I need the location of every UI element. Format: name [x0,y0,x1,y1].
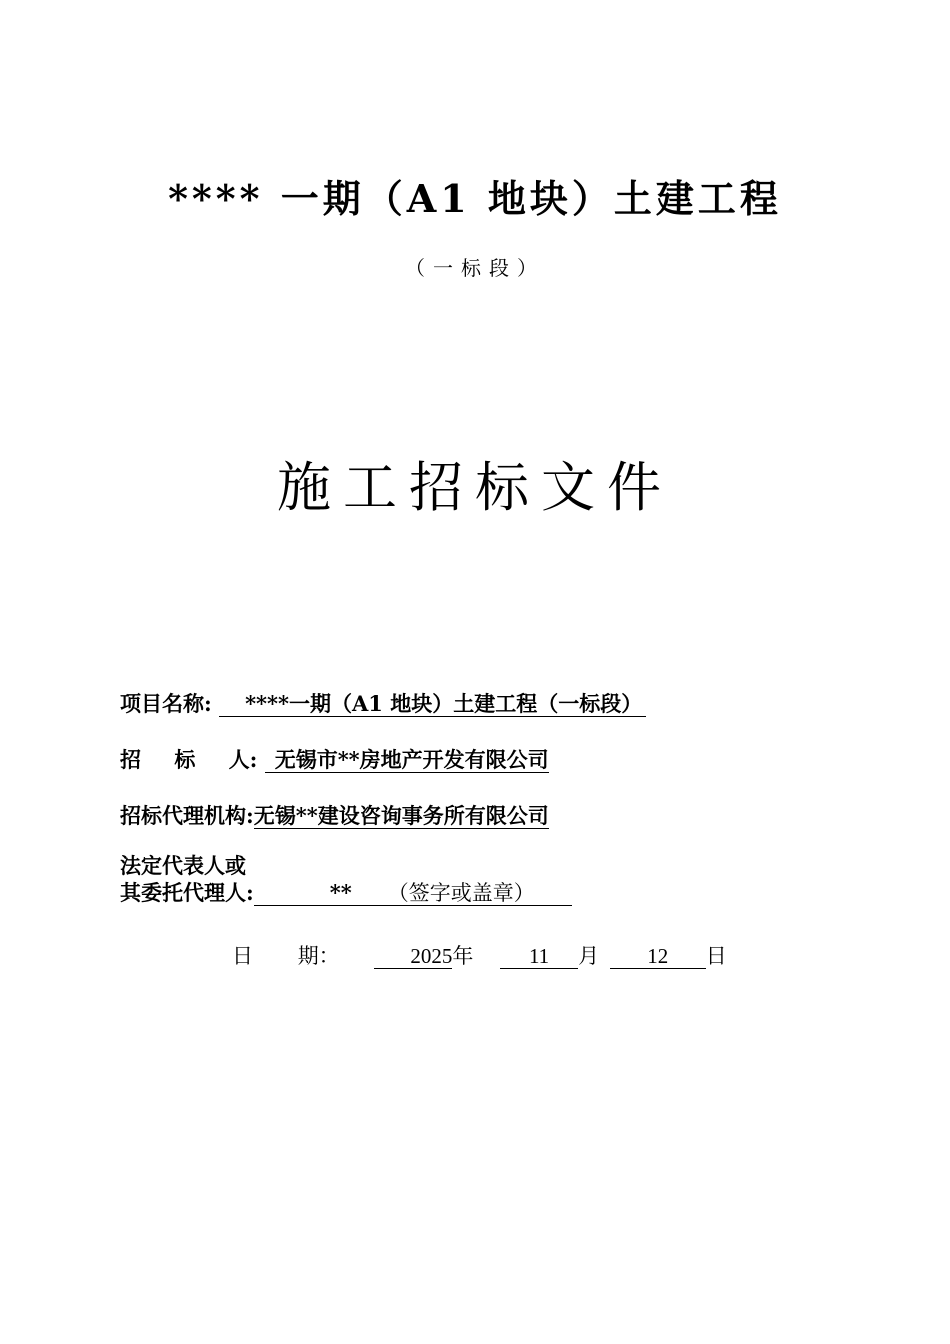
project-name-label: 项目名称: [120,691,212,716]
tenderer-row [120,744,549,774]
document-title: **** 一期（A1 地块）土建工程 [168,176,782,221]
date-month-unit: 月 [578,944,600,968]
document-subtitle: （一标段） [405,256,545,280]
tenderer-value: 无锡市**房地产开发有限公司 [265,748,549,773]
date-label-part: 期： [297,944,340,968]
date-day-unit: 日 [705,944,727,968]
legal-rep-label-line1: 法定代表人或 [120,853,246,878]
date-label-part: 日 [232,944,253,968]
legal-rep-label-line2: 其委托代理人: [120,880,254,905]
date-year: 2025 [374,944,452,969]
agency-row [120,800,549,830]
legal-rep-row [120,877,572,907]
legal-rep-value: ** [329,880,352,905]
project-name-value: ****一期（A1 地块）土建工程（一标段） [219,692,646,717]
agency-value: 无锡**建设咨询事务所有限公司 [253,803,549,828]
tenderer-label [120,744,257,774]
date-row [232,940,727,970]
tenderer-label-part: 招 [120,747,141,772]
agency-label: 招标代理机构: [120,803,254,828]
legal-rep-value-field [254,881,572,906]
date-year-unit: 年 [452,944,474,968]
date-month: 11 [500,944,578,969]
document-type-heading: 施工招标文件 [277,456,673,519]
legal-rep-sign-note: （签字或盖章） [387,881,535,905]
date-day: 12 [610,944,706,969]
tenderer-label-part: 标 [174,747,196,772]
tenderer-label-part: 人: [228,747,258,772]
project-name-row [120,688,646,718]
